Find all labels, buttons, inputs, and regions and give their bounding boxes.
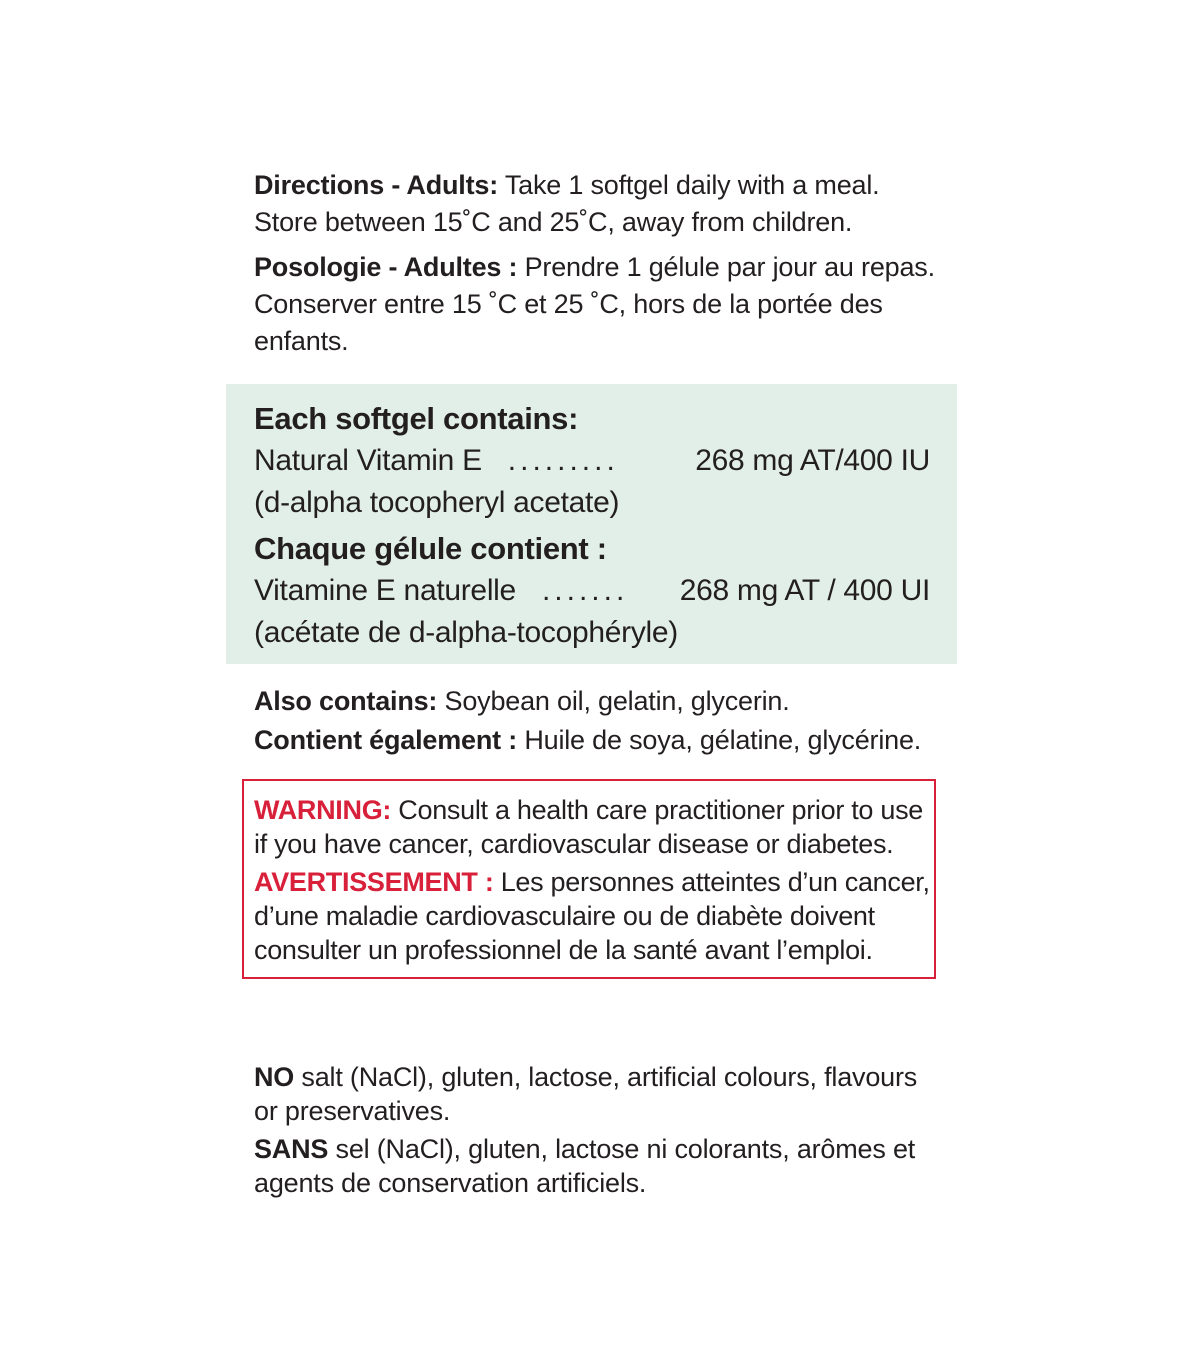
warning-fr <box>254 865 930 967</box>
warning-en <box>254 793 930 861</box>
free-from-en-text: salt (NaCl), gluten, lactose, artificial colours, flavours or preservatives. <box>254 1062 918 1126</box>
contents-fr-source: (acétate de d-alpha-tocophéryle) <box>254 616 678 649</box>
warning-section <box>254 793 930 967</box>
warning-fr-label: AVERTISSEMENT : <box>254 867 494 897</box>
also-contains-fr-text: Huile de soya, gélatine, glycérine. <box>517 725 922 755</box>
also-contains-en <box>254 683 944 720</box>
free-from-fr-label: SANS <box>254 1134 329 1164</box>
warning-en-text: Consult a health care practitioner prior to use if you have cancer, cardiovascular disease or diabetes. <box>254 795 923 859</box>
also-contains-en-label: Also contains: <box>254 686 438 716</box>
contents-fr-dots: ....... <box>541 574 629 607</box>
contents-en-ingredient: Natural Vitamin E <box>254 444 482 477</box>
directions-en-text: Take 1 softgel daily with a meal. Store between 15˚C and 25˚C, away from children. <box>254 170 880 237</box>
also-contains-en-text: Soybean oil, gelatin, glycerin. <box>437 686 790 716</box>
contents-en-amount: 268 mg AT/400 IU <box>695 444 930 477</box>
contents-fr-ingredient: Vitamine E naturelle <box>254 574 516 607</box>
warning-en-label: WARNING: <box>254 795 392 825</box>
directions-en <box>254 167 944 241</box>
contents-fr-amount: 268 mg AT / 400 UI <box>679 574 930 607</box>
free-from-fr <box>254 1132 944 1200</box>
free-from-section <box>254 1060 944 1200</box>
contents-en-source: (d-alpha tocopheryl acetate) <box>254 486 620 519</box>
also-contains-fr-label: Contient également : <box>254 725 518 755</box>
contents-section <box>254 398 930 654</box>
contents-en-heading: Each softgel contains: <box>254 401 579 436</box>
directions-fr-text: Prendre 1 gélule par jour au repas. Conserver entre 15 ˚C et 25 ˚C, hors de la portée des enfants. <box>254 252 935 356</box>
contents-fr-row <box>254 570 930 612</box>
contents-en-dots: ......... <box>507 444 619 477</box>
free-from-en <box>254 1060 944 1128</box>
directions-fr <box>254 249 944 360</box>
contents-fr-heading: Chaque gélule contient : <box>254 531 607 566</box>
also-contains-section <box>254 683 944 759</box>
directions-fr-label: Posologie - Adultes : <box>254 252 518 282</box>
directions-en-label: Directions - Adults: <box>254 170 499 200</box>
warning-fr-text: Les personnes atteintes d’un cancer, d’une maladie cardiovasculaire ou de diabète doivent consulter un professionnel de la santé avant l’emploi. <box>254 867 930 965</box>
contents-en-row <box>254 440 930 482</box>
also-contains-fr <box>254 722 944 759</box>
free-from-fr-text: sel (NaCl), gluten, lactose ni colorants, arômes et agents de conservation artificiels. <box>254 1134 916 1198</box>
directions-section <box>254 167 944 360</box>
free-from-en-label: NO <box>254 1062 295 1092</box>
